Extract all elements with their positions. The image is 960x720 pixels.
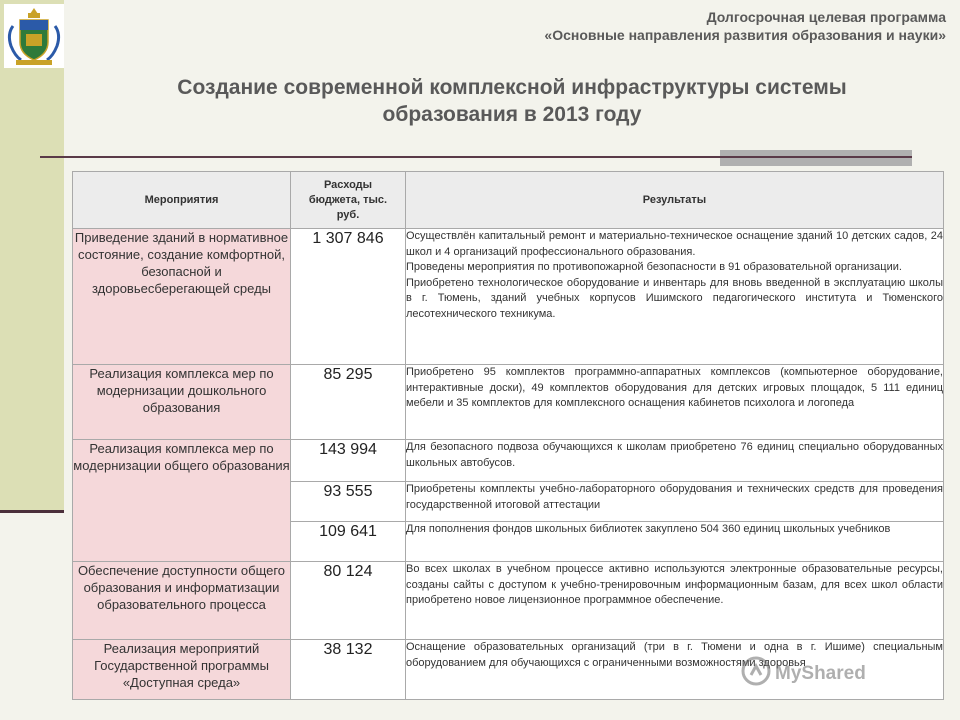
- result-text: Проведены мероприятия по противопожарной безопасности в 91 образовательной организации.: [406, 261, 902, 273]
- page-title-line2: образования в 2013 году: [382, 103, 642, 126]
- watermark: MyShared: [775, 663, 866, 684]
- column-header-budget-label: Расходы бюджета, тыс. руб.: [308, 178, 388, 221]
- amount-cell: 80 124: [291, 562, 406, 640]
- result-text: Приобретено технологическое оборудование и инвентарь для вновь введенной в эксплуатацию школы в г. Тюмень, зданий учебных корпусов Ишимского педагогического института и Тюменского лесотехнического техникума.: [406, 276, 943, 320]
- result-cell: [406, 229, 944, 365]
- amount-cell: 143 994: [291, 440, 406, 482]
- page-title-line1: Создание современной комплексной инфраструктуры системы: [177, 76, 847, 99]
- watermark-icon: [740, 655, 772, 687]
- program-title-line1: Долгосрочная целевая программа: [706, 9, 946, 25]
- event-cell: Реализация мероприятий Государственной программы «Доступная среда»: [73, 640, 291, 700]
- amount-cell: 85 295: [291, 365, 406, 440]
- infrastructure-table: [72, 171, 944, 700]
- result-cell: Для безопасного подвоза обучающихся к школам приобретено 76 единиц специально оборудованных школьных автобусов.: [406, 440, 944, 482]
- coat-of-arms-icon: [4, 4, 64, 68]
- result-cell: Для пополнения фондов школьных библиотек закуплено 504 360 единиц школьных учебников: [406, 522, 944, 562]
- result-cell: Оснащение образовательных организаций (три в г. Тюмени и одна в г. Ишиме) специальным оборудованием для обучающихся с ограниченными возможностями здоровья: [406, 640, 944, 700]
- program-title: [544, 8, 946, 44]
- table-row: [73, 440, 944, 482]
- table-row: [73, 365, 944, 440]
- table-row: [73, 229, 944, 365]
- result-cell: Приобретено 95 комплектов программно-аппаратных комплексов (компьютерное оборудование, интерактивные доски), 49 комплектов оборудования для детских игровых площадок, 5 111 единиц мебели и 35 комплектов для комплексного оснащения кабинетов психолога и логопеда: [406, 365, 944, 440]
- side-band-underline: [0, 510, 64, 513]
- page-title: [64, 74, 960, 128]
- amount-cell: 1 307 846: [291, 229, 406, 365]
- table-header-row: [73, 172, 944, 229]
- title-divider: [40, 156, 912, 158]
- program-title-line2: «Основные направления развития образования и науки»: [544, 27, 946, 43]
- event-cell: Приведение зданий в нормативное состояние, создание комфортной, безопасной и здоровьесберегающей среды: [73, 229, 291, 365]
- result-cell: Приобретены комплекты учебно-лабораторного оборудования и технических средств для проведения государственной итоговой аттестации: [406, 482, 944, 522]
- amount-cell: 38 132: [291, 640, 406, 700]
- result-cell: Во всех школах в учебном процессе активно используются электронные образовательные ресурсы, созданы сайты с доступом к учебно-тренировочным информационным базам, для всех школ области приобретено новое лицензионное программное обеспечение.: [406, 562, 944, 640]
- event-cell: Реализация комплекса мер по модернизации дошкольного образования: [73, 365, 291, 440]
- amount-cell: 93 555: [291, 482, 406, 522]
- side-band: [0, 0, 64, 510]
- column-header-events: Мероприятия: [73, 172, 291, 229]
- table-row: [73, 562, 944, 640]
- column-header-results: Результаты: [406, 172, 944, 229]
- result-text: Осуществлён капитальный ремонт и материально-техническое оснащение зданий 10 детских садов, 24 школ и 4 организаций профессионального образования.: [406, 230, 943, 258]
- decorative-gray-bar: [720, 150, 912, 166]
- event-cell: Реализация комплекса мер по модернизации общего образования: [73, 440, 291, 562]
- amount-cell: 109 641: [291, 522, 406, 562]
- event-cell: Обеспечение доступности общего образования и информатизации образовательного процесса: [73, 562, 291, 640]
- column-header-budget: [291, 172, 406, 229]
